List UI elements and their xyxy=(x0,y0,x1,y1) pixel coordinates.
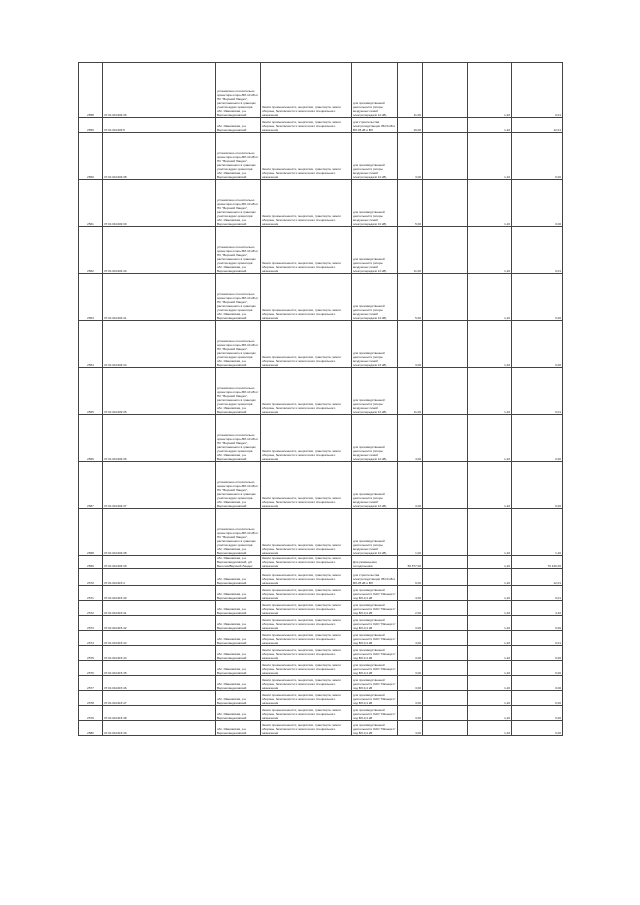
row-number: 2578 xyxy=(79,691,103,706)
address: обл. Ивановская, р-н Верхнеландеховский xyxy=(216,601,261,616)
land-category: Земли промышленности, энергетики, транспорта, земли обороны, безопасности и земли иного специального назначения xyxy=(261,676,352,691)
address: обл. Ивановская, р-н Верхнеландеховский, д/п Выголов/Верхний Ландех xyxy=(216,556,261,569)
row-number: 2560 xyxy=(79,133,103,180)
coefficient-value: 1,20 xyxy=(468,63,512,118)
rate-value xyxy=(423,631,468,646)
row-number: 2568 xyxy=(79,509,103,556)
coefficient-value: 1,20 xyxy=(468,706,512,721)
row-number: 2562 xyxy=(79,227,103,274)
permitted-use: для производственной деятельности ОАО "Ивэнерго" под ВЛ-0,4 кВ xyxy=(352,691,398,706)
address: обл. Ивановская, р-н Верхнеландеховский xyxy=(216,706,261,721)
permitted-use: для производственной деятельности ОАО "Ивэнерго" под ВЛ-0,4 кВ xyxy=(352,601,398,616)
rate-value xyxy=(423,691,468,706)
address: обл. Ивановская, р-н Верхнеландеховский xyxy=(216,691,261,706)
permitted-use: для производственной деятельности ОАО "Ивэнерго" под ВЛ-0,4 кВ xyxy=(352,646,398,661)
table-row xyxy=(79,646,563,661)
row-number: 2576 xyxy=(79,661,103,676)
area-value: 5,00 xyxy=(398,180,423,227)
rate-value xyxy=(423,274,468,321)
table-row xyxy=(79,706,563,721)
permitted-use: Для размещения холодильника xyxy=(352,556,398,569)
area-value: 4,00 xyxy=(398,721,423,736)
tax-value: 0,00 xyxy=(512,721,563,736)
area-value: 4,00 xyxy=(398,586,423,601)
area-value: 3,00 xyxy=(398,661,423,676)
area-value: 3,00 xyxy=(398,676,423,691)
row-number: 2570 xyxy=(79,569,103,586)
area-value: 3,00 xyxy=(398,133,423,180)
area-value: 3,00 xyxy=(398,646,423,661)
cadastral-number: 37:01:010403:41 xyxy=(103,274,216,321)
cadastral-number: 37:01:010403:34 xyxy=(103,321,216,368)
address: обл. Ивановская, р-н Верхнеландеховский xyxy=(216,569,261,586)
cadastral-number: 37:01:010403:38 xyxy=(103,133,216,180)
tax-value: 0,01 xyxy=(512,631,563,646)
address: установлено относительно ориентира опоры ВЛ-10 кВ от ПС "Верхний Ландех", расположенного в границах участка адрес ориентира: обл. Ивановская, р-н Верхнеландеховский xyxy=(216,415,261,462)
tax-value: 0,01 xyxy=(512,63,563,118)
table-row xyxy=(79,274,563,321)
cadastral-number: 37:01:010415:42 xyxy=(103,616,216,631)
land-plots-table xyxy=(78,62,563,736)
permitted-use: для производственной деятельности (опоры воздушных линий электропередачи 10 кВ) xyxy=(352,415,398,462)
tax-value: 0,00 xyxy=(512,646,563,661)
cadastral-number: 37:01:010415:41 xyxy=(103,601,216,616)
cadastral-number: 37:01:010403:5 xyxy=(103,118,216,133)
table-row xyxy=(79,721,563,736)
table-row xyxy=(79,616,563,631)
tax-value: 0,00 xyxy=(512,274,563,321)
coefficient-value: 1,20 xyxy=(468,368,512,415)
row-number: 2563 xyxy=(79,274,103,321)
land-registry-sheet xyxy=(78,62,562,736)
area-value: 1,00 xyxy=(398,509,423,556)
permitted-use: для строительства электроподстанции 35/10 кВ и ВЛ-35 кВ и ВЛ xyxy=(352,569,398,586)
coefficient-value: 1,20 xyxy=(468,661,512,676)
coefficient-value: 1,20 xyxy=(468,274,512,321)
permitted-use: для производственной деятельности (опоры воздушных линий электропередачи 10 кВ) xyxy=(352,227,398,274)
rate-value xyxy=(423,661,468,676)
tax-value: 0,00 xyxy=(512,321,563,368)
tax-value: 70 426,00 xyxy=(512,556,563,569)
table-row xyxy=(79,586,563,601)
permitted-use: для производственной деятельности (опоры воздушных линий электропередачи 10 кВ) xyxy=(352,509,398,556)
area-value: 4,00 xyxy=(398,631,423,646)
tax-value: 0,00 xyxy=(512,133,563,180)
permitted-use: для производственной деятельности ОАО "Ивэнерго" под ВЛ-0,4 кВ xyxy=(352,706,398,721)
rate-value xyxy=(423,462,468,509)
permitted-use: для строительства электроподстанции 35/10 кВ и ВЛ-35 кВ и ВЛ xyxy=(352,118,398,133)
table-row xyxy=(79,631,563,646)
address: обл. Ивановская, р-н Верхнеландеховский xyxy=(216,721,261,736)
row-number: 2572 xyxy=(79,601,103,616)
address: установлено относительно ориентира опоры ВЛ-10 кВ от ПС "Верхний Ландех", расположенного в границах участка адрес ориентира: обл. Ивановская, р-н Верхнеландеховский xyxy=(216,274,261,321)
address: установлено относительно ориентира опоры ВЛ-10 кВ от ПС "Верхний Ландех", расположенного в границах участка адрес ориентира: обл. Ивановская, р-н Верхнеландеховский xyxy=(216,133,261,180)
table-row xyxy=(79,118,563,133)
land-category: Земли промышленности, энергетики, транспорта, земли обороны, безопасности и земли иного специального назначения xyxy=(261,321,352,368)
row-number: 2565 xyxy=(79,368,103,415)
address: установлено относительно ориентира опоры ВЛ-10 кВ от ПС "Верхний Ландех", расположенного в границах участка адрес ориентира: обл. Ивановская, р-н Верхнеландеховский xyxy=(216,63,261,118)
area-value: 19,00 xyxy=(398,118,423,133)
land-category: Земли промышленности, энергетики, транспорта, земли обороны, безопасности и земли иного специального назначения xyxy=(261,616,352,631)
area-value: 59 577,00 xyxy=(398,556,423,569)
permitted-use: для производственной деятельности ОАО "Ивэнерго" под ВЛ-0,4 кВ xyxy=(352,586,398,601)
land-category: Земли промышленности, энергетики, транспорта, земли обороны, безопасности и земли иного специального назначения xyxy=(261,274,352,321)
row-number: 2577 xyxy=(79,676,103,691)
land-category: Земли промышленности, энергетики, транспорта, земли обороны, безопасности и земли иного специального назначения xyxy=(261,586,352,601)
row-number: 2569 xyxy=(79,556,103,569)
coefficient-value: 1,20 xyxy=(468,616,512,631)
permitted-use: для производственной деятельности ОАО "Ивэнерго" под ВЛ-0,4 кВ xyxy=(352,721,398,736)
address: обл. Ивановская, р-н Верхнеландеховский xyxy=(216,631,261,646)
land-category: Земли промышленности, энергетики, транспорта, земли обороны, безопасности и земли иного специального назначения xyxy=(261,631,352,646)
area-value: 11,00 xyxy=(398,63,423,118)
table-row xyxy=(79,415,563,462)
area-value: 2,00 xyxy=(398,601,423,616)
coefficient-value: 1,20 xyxy=(468,586,512,601)
row-number: 2573 xyxy=(79,616,103,631)
cadastral-number: 37:01:010415:40 xyxy=(103,586,216,601)
cadastral-number: 37:01:010415:43 xyxy=(103,631,216,646)
rate-value xyxy=(423,616,468,631)
coefficient-value: 1,20 xyxy=(468,631,512,646)
row-number: 2564 xyxy=(79,321,103,368)
table-row xyxy=(79,63,563,118)
permitted-use: для производственной деятельности (опоры воздушных линий электропередачи 10 кВ) xyxy=(352,274,398,321)
rate-value xyxy=(423,133,468,180)
rate-value xyxy=(423,227,468,274)
permitted-use: для производственной деятельности (опоры воздушных линий электропередачи 10 кВ) xyxy=(352,180,398,227)
coefficient-value: 1,20 xyxy=(468,227,512,274)
coefficient-value: 1,20 xyxy=(468,180,512,227)
cadastral-number: 37:01:010415:44 xyxy=(103,646,216,661)
address: обл. Ивановская, р-н Верхнеландеховский xyxy=(216,118,261,133)
permitted-use: для производственной деятельности (опоры воздушных линий электропередачи 10 кВ) xyxy=(352,63,398,118)
land-category: Земли промышленности, энергетики, транспорта, земли обороны, безопасности и земли иного специального назначения xyxy=(261,509,352,556)
land-category: Земли промышленности, энергетики, транспорта, земли обороны, безопасности и земли иного специального назначения xyxy=(261,415,352,462)
row-number: 2558 xyxy=(79,63,103,118)
cadastral-number: 37:01:010415:49 xyxy=(103,721,216,736)
land-category: Земли промышленности, энергетики, транспорта, земли обороны, безопасности и земли иного специального назначения xyxy=(261,227,352,274)
row-number: 2571 xyxy=(79,586,103,601)
row-number: 2575 xyxy=(79,646,103,661)
tax-value: 0,00 xyxy=(512,180,563,227)
row-number: 2566 xyxy=(79,415,103,462)
address: обл. Ивановская, р-н Верхнеландеховский xyxy=(216,661,261,676)
cadastral-number: 37:01:010403:35 xyxy=(103,368,216,415)
coefficient-value: 1,20 xyxy=(468,676,512,691)
cadastral-number: 37:01:010415:4 xyxy=(103,569,216,586)
coefficient-value: 1,20 xyxy=(468,601,512,616)
tax-value: 12,01 xyxy=(512,569,563,586)
area-value: 3,00 xyxy=(398,462,423,509)
area-value: 3,00 xyxy=(398,321,423,368)
address: установлено относительно ориентира опоры ВЛ-10 кВ от ПС "Верхний Ландех", расположенного в границах участка адрес ориентира: обл. Ивановская, р-н Верхнеландеховский xyxy=(216,509,261,556)
address: установлено относительно ориентира опоры ВЛ-10 кВ от ПС "Верхний Ландех", расположенного в границах участка адрес ориентира: обл. Ивановская, р-н Верхнеландеховский xyxy=(216,462,261,509)
area-value: 9,00 xyxy=(398,569,423,586)
cadastral-number: 37:01:010415:46 xyxy=(103,676,216,691)
table-row xyxy=(79,227,563,274)
rate-value xyxy=(423,321,468,368)
tax-value: 0,00 xyxy=(512,616,563,631)
rate-value xyxy=(423,676,468,691)
land-category: Земли промышленности, энергетики, транспорта, земли обороны, безопасности и земли иного специального назначения xyxy=(261,691,352,706)
permitted-use: для производственной деятельности (опоры воздушных линий электропередачи 10 кВ) xyxy=(352,368,398,415)
table-row xyxy=(79,133,563,180)
rate-value xyxy=(423,721,468,736)
land-category: Земли промышленности, энергетики, транспорта, земли обороны, безопасности и земли иного специального назначения xyxy=(261,556,352,569)
tax-value: 0,00 xyxy=(512,462,563,509)
table-row xyxy=(79,661,563,676)
tax-value: 0,00 xyxy=(512,661,563,676)
rate-value xyxy=(423,646,468,661)
land-category: Земли промышленности, энергетики, транспорта, земли обороны, безопасности и земли иного специального назначения xyxy=(261,661,352,676)
land-category: Земли промышленности, энергетики, транспорта, земли обороны, безопасности и земли иного специального назначения xyxy=(261,368,352,415)
tax-value: 0,00 xyxy=(512,415,563,462)
cadastral-number: 37:01:010403:36 xyxy=(103,63,216,118)
cadastral-number: 37:01:010403:39 xyxy=(103,180,216,227)
row-number: 2561 xyxy=(79,180,103,227)
rate-value xyxy=(423,180,468,227)
table-row xyxy=(79,691,563,706)
cadastral-number: 37:01:010403:37 xyxy=(103,462,216,509)
coefficient-value: 1,20 xyxy=(468,118,512,133)
table-row xyxy=(79,556,563,569)
tax-value: 0,00 xyxy=(512,706,563,721)
table-row xyxy=(79,321,563,368)
area-value: 3,00 xyxy=(398,706,423,721)
area-value: 5,00 xyxy=(398,274,423,321)
land-category: Земли промышленности, энергетики, транспорта, земли обороны, безопасности и земли иного специального назначения xyxy=(261,706,352,721)
permitted-use: для производственной деятельности (опоры воздушных линий электропередачи 10 кВ) xyxy=(352,462,398,509)
tax-value: 12,01 xyxy=(512,118,563,133)
rate-value xyxy=(423,63,468,118)
cadastral-number: 37:01:010415:45 xyxy=(103,661,216,676)
row-number: 2567 xyxy=(79,462,103,509)
coefficient-value: 1,20 xyxy=(468,321,512,368)
area-value: 11,00 xyxy=(398,227,423,274)
table-row xyxy=(79,180,563,227)
cadastral-number: 37:01:010403:38 xyxy=(103,509,216,556)
cadastral-number: 37:01:010403:36 xyxy=(103,415,216,462)
row-number: 2574 xyxy=(79,631,103,646)
coefficient-value: 1,20 xyxy=(468,556,512,569)
area-value: 11,00 xyxy=(398,368,423,415)
row-number: 2559 xyxy=(79,118,103,133)
land-category: Земли промышленности, энергетики, транспорта, земли обороны, безопасности и земли иного специального назначения xyxy=(261,118,352,133)
land-category: Земли промышленности, энергетики, транспорта, земли обороны, безопасности и земли иного специального назначения xyxy=(261,462,352,509)
rate-value xyxy=(423,569,468,586)
address: обл. Ивановская, р-н Верхнеландеховский xyxy=(216,616,261,631)
coefficient-value: 1,20 xyxy=(468,462,512,509)
land-category: Земли промышленности, энергетики, транспорта, земли обороны, безопасности и земли иного специального назначения xyxy=(261,569,352,586)
tax-value: 0,01 xyxy=(512,368,563,415)
land-category: Земли промышленности, энергетики, транспорта, земли обороны, безопасности и земли иного специального назначения xyxy=(261,601,352,616)
area-value: 4,00 xyxy=(398,415,423,462)
coefficient-value: 1,20 xyxy=(468,415,512,462)
permitted-use: для производственной деятельности ОАО "Ивэнерго" под ВЛ-0,4 кВ xyxy=(352,661,398,676)
cadastral-number: 37:01:010403:40 xyxy=(103,227,216,274)
coefficient-value: 1,20 xyxy=(468,721,512,736)
land-category: Земли промышленности, энергетики, транспорта, земли обороны, безопасности и земли иного специального назначения xyxy=(261,180,352,227)
address: обл. Ивановская, р-н Верхнеландеховский xyxy=(216,586,261,601)
permitted-use: для производственной деятельности (опоры воздушных линий электропередачи 10 кВ) xyxy=(352,321,398,368)
address: установлено относительно ориентира опоры ВЛ-10 кВ от ПС "Верхний Ландех", расположенного в границах участка адрес ориентира: обл. Ивановская, р-н Верхнеландеховский xyxy=(216,368,261,415)
permitted-use: для производственной деятельности ОАО "Ивэнерго" под ВЛ-0,4 кВ xyxy=(352,616,398,631)
cadastral-number: 37:01:010415:47 xyxy=(103,691,216,706)
rate-value xyxy=(423,556,468,569)
land-category: Земли промышленности, энергетики, транспорта, земли обороны, безопасности и земли иного специального назначения xyxy=(261,63,352,118)
area-value: 3,00 xyxy=(398,616,423,631)
tax-value: 0,01 xyxy=(512,227,563,274)
land-category: Земли промышленности, энергетики, транспорта, земли обороны, безопасности и земли иного специального назначения xyxy=(261,646,352,661)
cadastral-number: 37:01:010403:39 xyxy=(103,556,216,569)
address: обл. Ивановская, р-н Верхнеландеховский xyxy=(216,646,261,661)
address: установлено относительно ориентира опоры ВЛ-10 кВ от ПС "Верхний Ландех", расположенного в границах участка адрес ориентира: обл. Ивановская, р-н Верхнеландеховский xyxy=(216,321,261,368)
coefficient-value: 1,20 xyxy=(468,646,512,661)
tax-value: 0,01 xyxy=(512,586,563,601)
table-row xyxy=(79,569,563,586)
permitted-use: для производственной деятельности ОАО "Ивэнерго" под ВЛ-0,4 кВ xyxy=(352,676,398,691)
rate-value xyxy=(423,601,468,616)
table-row xyxy=(79,462,563,509)
address: установлено относительно ориентира опоры ВЛ-10 кВ от ПС "Верхний Ландех", расположенного в границах участка адрес ориентира: обл. Ивановская, р-н Верхнеландеховский xyxy=(216,227,261,274)
rate-value xyxy=(423,706,468,721)
tax-value: 0,00 xyxy=(512,691,563,706)
coefficient-value: 1,20 xyxy=(468,569,512,586)
tax-value: 1,20 xyxy=(512,509,563,556)
coefficient-value: 1,20 xyxy=(468,691,512,706)
row-number: 2579 xyxy=(79,706,103,721)
rate-value xyxy=(423,509,468,556)
permitted-use: для производственной деятельности ОАО "Ивэнерго" под ВЛ-0,4 кВ xyxy=(352,631,398,646)
rate-value xyxy=(423,586,468,601)
coefficient-value: 1,20 xyxy=(468,509,512,556)
coefficient-value: 1,20 xyxy=(468,133,512,180)
table-row xyxy=(79,509,563,556)
permitted-use: для производственной деятельности (опоры воздушных линий электропередачи 10 кВ) xyxy=(352,133,398,180)
cadastral-number: 37:01:010415:48 xyxy=(103,706,216,721)
tax-value: 0,00 xyxy=(512,676,563,691)
rate-value xyxy=(423,415,468,462)
tax-value: 4,40 xyxy=(512,601,563,616)
address: обл. Ивановская, р-н Верхнеландеховский xyxy=(216,676,261,691)
rate-value xyxy=(423,118,468,133)
rate-value xyxy=(423,368,468,415)
row-number: 2580 xyxy=(79,721,103,736)
table-row xyxy=(79,601,563,616)
land-category: Земли промышленности, энергетики, транспорта, земли обороны, безопасности и земли иного специального назначения xyxy=(261,133,352,180)
land-category: Земли промышленности, энергетики, транспорта, земли обороны, безопасности и земли иного специального назначения xyxy=(261,721,352,736)
address: установлено относительно ориентира опоры ВЛ-10 кВ от ПС "Верхний Ландех", расположенного в границах участка адрес ориентира: обл. Ивановская, р-н Верхнеландеховский xyxy=(216,180,261,227)
area-value: 3,00 xyxy=(398,691,423,706)
table-row xyxy=(79,368,563,415)
table-row xyxy=(79,676,563,691)
